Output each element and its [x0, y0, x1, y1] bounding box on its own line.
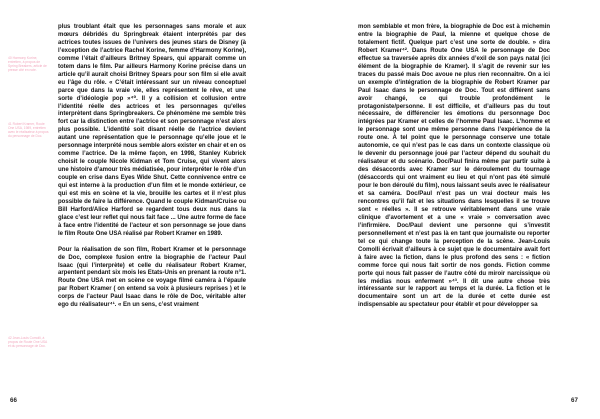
- margin-note: 40 Harmony Korine, entretien, à propos de Spring Breakers, article de presse cité en note.: [8, 56, 47, 73]
- page-number: 66: [10, 397, 17, 404]
- paragraph: plus troublant était que les personnages sans morale et aux mœurs débridés du Springbreak étaient interprétés par des actrices toutes issues de l’univers des jeunes stars de Disney (à l’exception de l’actrice Rachel Korine, femme d’Harmony Korine), comme l’était d’ailleurs Britney Spears, qui apparait comme un totem dans le film. Par ailleurs Harmony Korine précise dans un article qu’il aurait choisi Britney Spears pour son film si elle avait eu l’âge du rôle. « C’était intéressant sur un niveau conceptuel parce que dans la vraie vie, elles représentent le rêve, et une sorte d’idéologie pop »⁴⁰. Il y a collision et collusion entre l’identité réelle des actrices et les personnages qu’elles interprètent dans Springbreakers. Ce phénomène me semble très fort car la distinction entre l’actrice et son personnage n’est alors plus possible. L’identité soit disant réelle de l’actrice devient autant une représentation que le personnage qu’elle joue et le personnage interprété nous semble alors exister en chair et en os comme l’actrice. De la même façon, en 1998, Stanley Kubrick choisit le couple Nicole Kidman et Tom Cruise, qui vivent alors une histoire d’amour très médiatisée, pour interpréter le rôle d’un couple en crise dans Eyes Wide Shut. Cette connivence entre ce qui est interne à la production d’un film et le monde extérieur, ce qui est mis en scène et la vie, brouille les cartes et il n’est plus possible de faire la différence. Quand le couple Kidman/Cruise ou Bill Harford/Alice Harford se regardent tous deux nus dans la glace c’est leur reflet qui nous fait face ... Une autre forme de face à face entre l’identité de l’acteur et son personnage se joue dans le film Route One USA réalisé par Robert Kramer en 1989.: [58, 24, 246, 237]
- paragraph: mon semblable et mon frère, la biographie de Doc est à michemin entre la biographie de Paul, la mienne et quelque chose de totalement fictif. Quelque part c’est une sorte de double. » dira Robert Kramer⁴². Dans Route One USA le personnage de Doc effectue sa traversée après dix années d’exil de son pays natal (ici élément de la biographie de Kramer). Il s’agit de revenir sur les traces du passé mais Doc avoue ne plus rien reconnaître. On a ici un exemple d’intégration de la biographie de Robert Kramer par Paul Isaac dans le personnage de Doc. Tout est différent sans avoir changé, ce qui trouble profondément le protagoniste/personne. Il est difficile, et d’ailleurs pas du tout nécessaire, de différencier les émotions du personnage Doc intégrées par Kramer et celles de l’homme Paul Isaac. L’homme et le personnage sont une même personne dans l’expérience de la route one. À tel point que le personnage conserve une totale autonomie, ce qui n’est pas le cas dans un contexte classique où le devenir du personnage joué par l’acteur dépend du souhait du réalisateur et du scénario. Doc/Paul finira même par partir suite à des désaccords avec Kramer sur le déroulement du tournage (désaccords qui ont vraiment eu lieu et qui n’ont pas été simulé pour le bon déroulé du film), nous laissant seuls avec le réalisateur et sa caméra. Doc/Paul n’est pas un vrai docteur mais les rencontres qu’il fait et les situations dans lesquelles il se trouve sont « réelles ». Il se retrouve véritablement dans une vraie clinique d’avortement et a une « vraie » conversation avec l’infirmière. Doc/Paul devient une personne qui s’investit personnellement et n’est pas là en tant que journaliste ou reporter tel ce qui change toute la perception de la scène. Jean-Louis Comolli écrivait d’ailleurs à ce sujet que le documentaire avait fort à faire avec la fiction, dans le plus profond des sens : « fiction comme force qui nous fait sortir de nos gonds. Fiction comme porte qui nous fait passer de l’autre côté du miroir narcissique où les médias nous enferment »⁴³. Il dit une autre chose très intéressante sur le rapport au temps et la durée. La fiction et le documentaire sont un art de la durée et cette durée est indispensable au spectateur pour établir et pour développer sa: [358, 24, 550, 309]
- paragraph: Pour la réalisation de son film, Robert Kramer et le personnage de Doc, complexe fusion entre la biographie de l’acteur Paul Isaac (qui l’interprète) et celle du réalisateur Robert Kramer, arpentent pendant six mois les Etats-Unis en prenant la route n°1. Route One USA met en scène ce voyage filmé caméra à l’épaule par Robert Kramer ( on entend sa voix à plusieurs reprises ) et le corps de l’acteur Paul Isaac dans le rôle de Doc, véritable alter ego du réalisateur⁴¹. « En un sens, c’est vraiment: [58, 246, 246, 309]
- page-number: 67: [571, 397, 578, 404]
- left-text-column: [58, 24, 246, 310]
- right-text-column: [358, 24, 550, 310]
- right-page: [300, 0, 600, 419]
- margin-note: 41 Robert Kramer, Route One USA, 1989, entretien avec le réalisateur à propos du personnage de Doc.: [8, 122, 49, 139]
- margin-note: 42 Jean-Louis Comolli, à propos de Route One USA et du personnage de Doc.: [8, 336, 48, 349]
